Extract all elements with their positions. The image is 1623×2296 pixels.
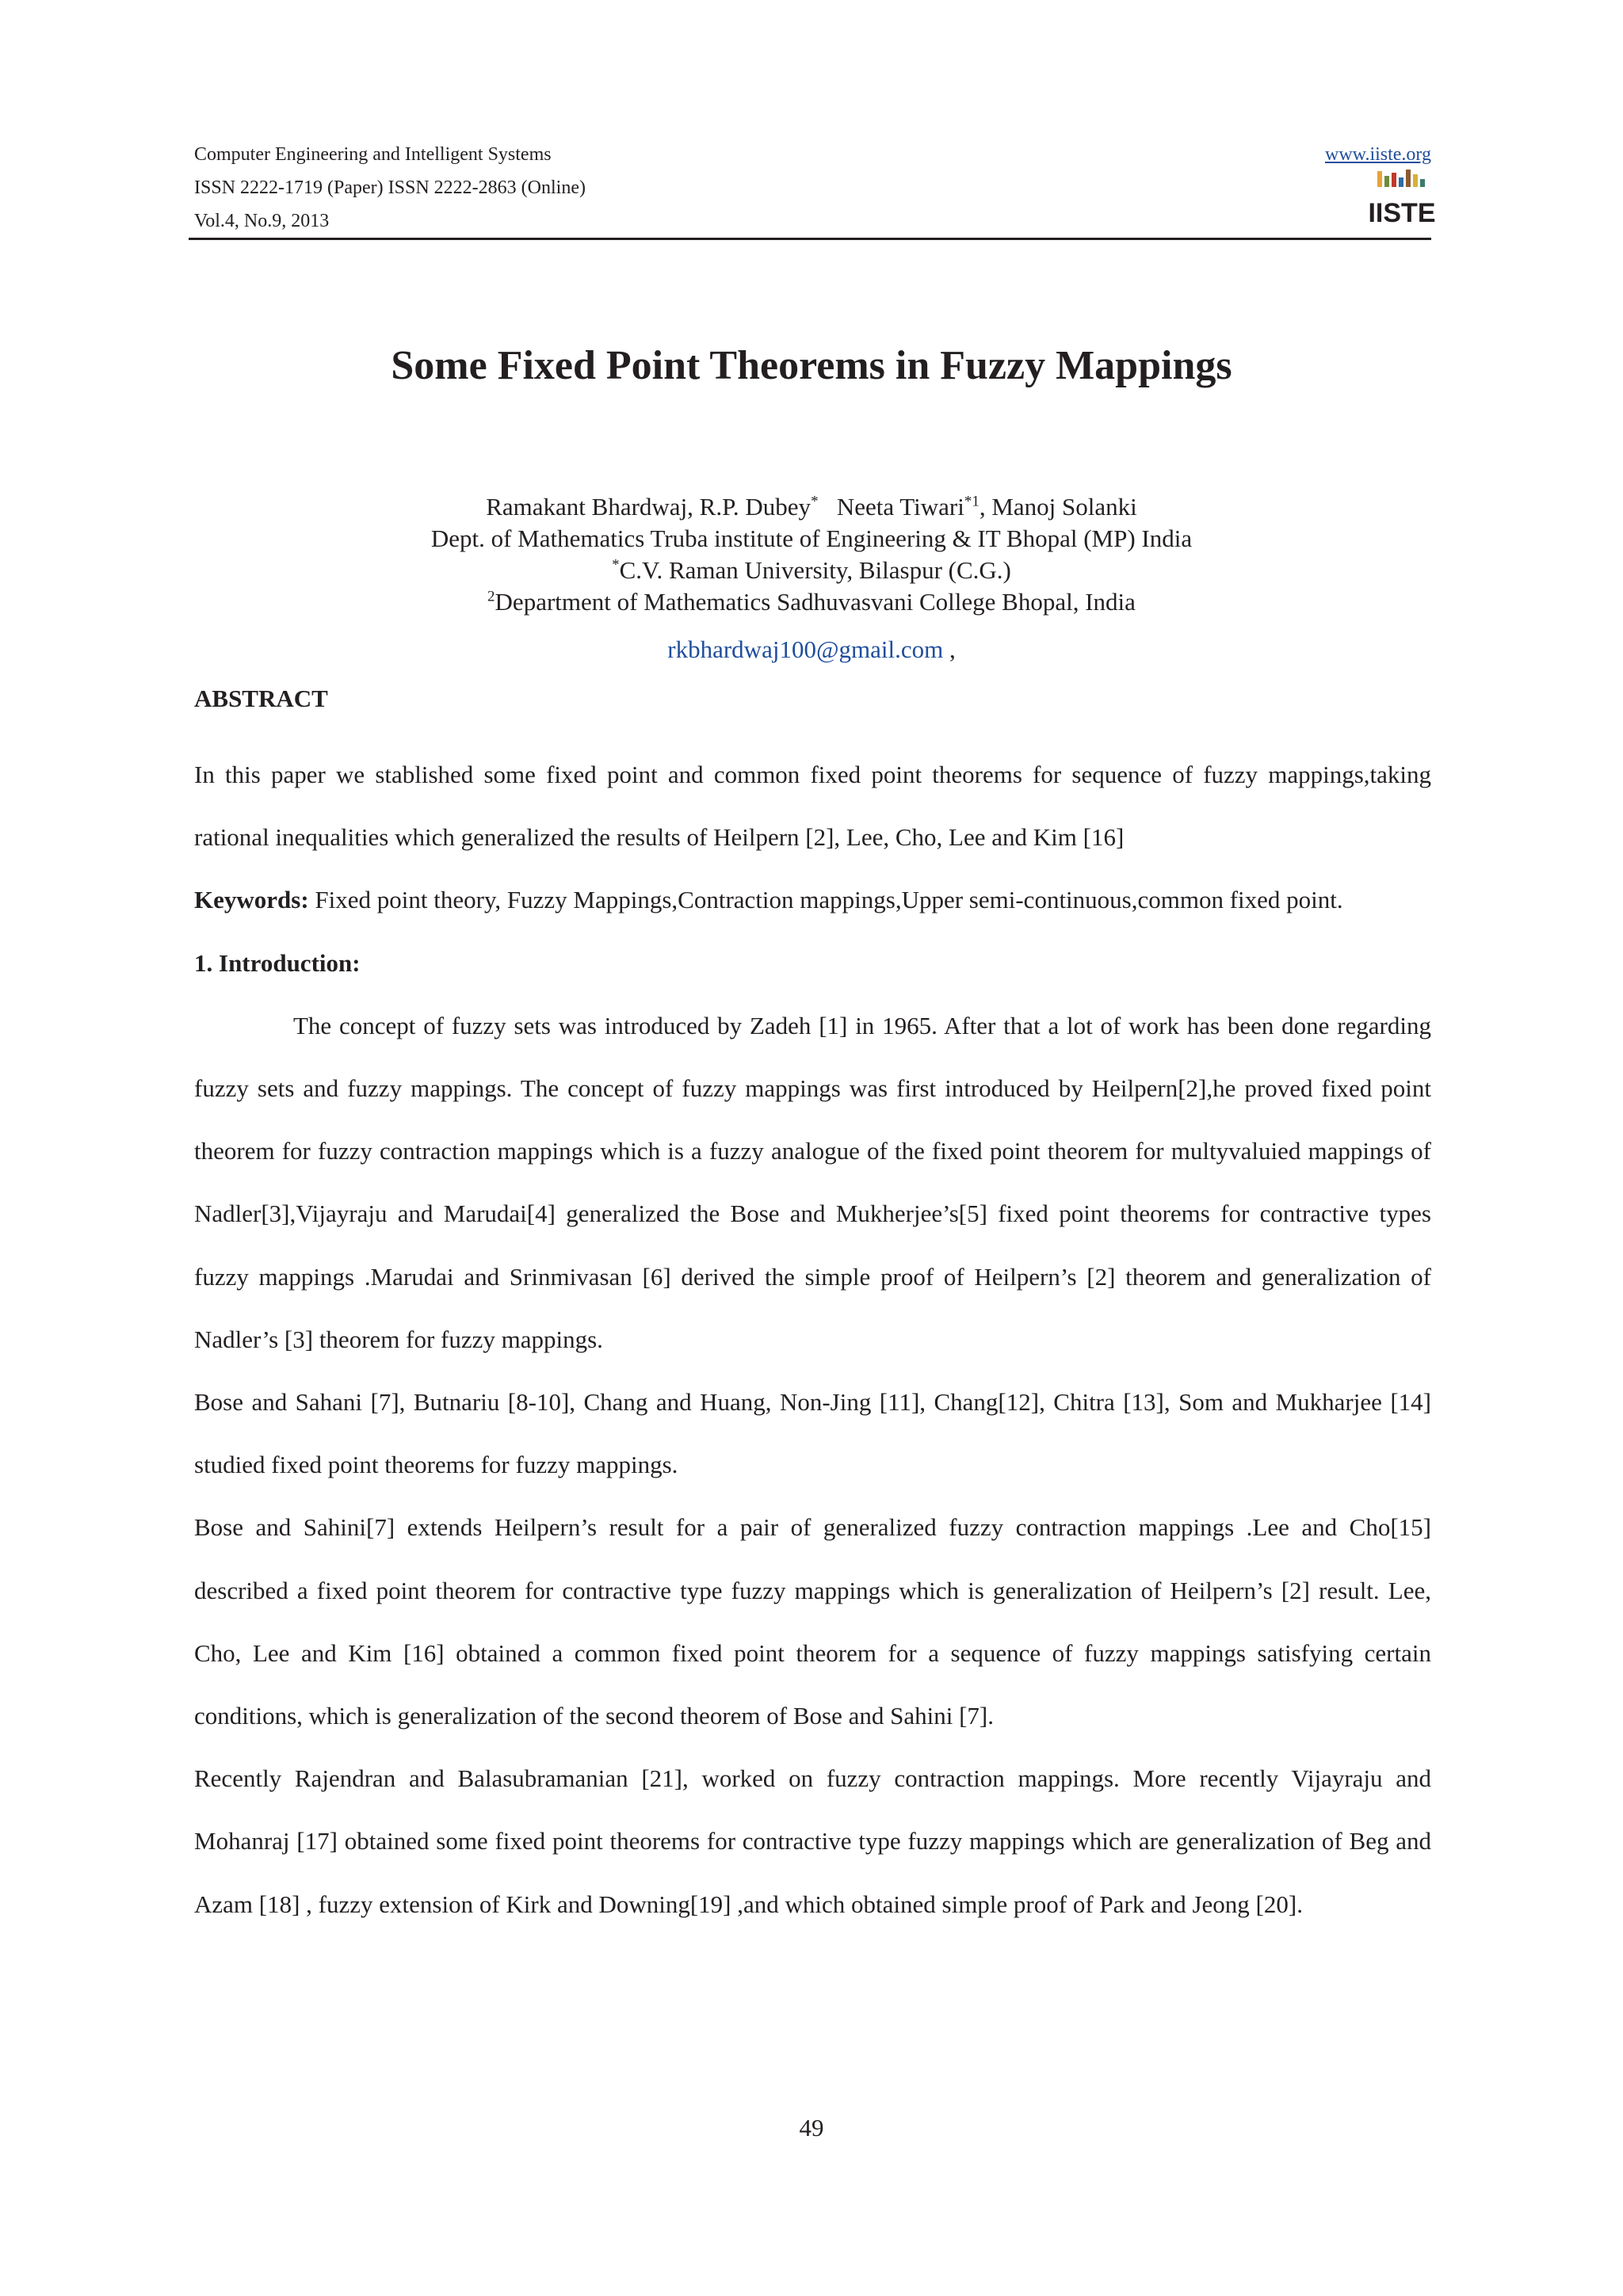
paper-body (194, 743, 1431, 1936)
journal-url-link[interactable]: www.iiste.org (1325, 144, 1431, 165)
author-block (0, 491, 1623, 618)
intro-paragraph: Recently Rajendran and Balasubramanian [21], worked on fuzzy contraction mappings. More recently Vijayraju and Mohanraj [17] obtained some fixed point theorems for contractive type fuzzy mappings which are generalization of Beg and Azam [18] , fuzzy extension of Kirk and Downing[19] ,and which obtained simple proof of Park and Jeong [20]. (194, 1764, 1431, 1918)
keywords-label: Keywords: (194, 886, 309, 914)
journal-header (194, 138, 586, 238)
affiliation-2: *C.V. Raman University, Bilaspur (C.G.) (612, 556, 1011, 584)
page-number: 49 (799, 2114, 824, 2142)
intro-paragraph: Bose and Sahini[7] extends Heilpern’s result for a pair of generalized fuzzy contraction mappings .Lee and Cho[15] described a fixed point theorem for contractive type fuzzy mappings which is generalization of Heilpern’s [2] result. Lee, Cho, Lee and Kim [16] obtained a common fixed point theorem for a sequence of fuzzy mappings satisfying certain conditions, which is generalization of the second theorem of Bose and Sahini [7]. (194, 1513, 1431, 1730)
keywords: Keywords: Fixed point theory, Fuzzy Mappings,Contraction mappings,Upper semi-continuous,common fixed point. (194, 886, 1343, 914)
author-email: rkbhardwaj100@gmail.com , (667, 635, 956, 663)
journal-volume: Vol.4, No.9, 2013 (194, 211, 330, 231)
abstract-text: In this paper we stablished some fixed point and common fixed point theorems for sequence of fuzzy mappings,taking rational inequalities which generalized the results of Heilpern [2], Lee, Cho, Lee and Kim [16] (194, 761, 1431, 852)
intro-paragraph: The concept of fuzzy sets was introduced by Zadeh [1] in 1965. After that a lot of work has been done regarding fuzzy sets and fuzzy mappings. The concept of fuzzy mappings was first introduced by Heilpern[2],he proved fixed point theorem for fuzzy contraction mappings which is a fuzzy analogue of the fixed point theorem for multyvaluied mappings of Nadler[3],Vijayraju and Marudai[4] generalized the Bose and Mukherjee’s[5] fixed point theorems for contractive types fuzzy mappings .Marudai and Srinmivasan [6] derived the simple proof of Heilpern’s [2] theorem and generalization of Nadler’s [3] theorem for fuzzy mappings. (194, 1011, 1431, 1353)
author-names: Ramakant Bhardwaj, R.P. Dubey* Neeta Tiwari$^{*1}$, Manoj Solanki (486, 493, 1137, 521)
journal-issn: ISSN 2222-1719 (Paper) ISSN 2222-2863 (Online) (194, 177, 586, 198)
svg-text:IISTE: IISTE (1368, 198, 1436, 228)
journal-name: Computer Engineering and Intelligent Systems (194, 144, 552, 165)
abstract-heading: ABSTRACT (194, 685, 328, 712)
header-rule (189, 238, 1431, 240)
affiliation-3: $^2$Department of Mathematics Sadhuvasvani College Bhopal, India (487, 588, 1136, 616)
iiste-logo (1368, 170, 1436, 228)
paper-title: Some Fixed Point Theorems in Fuzzy Mappings (391, 343, 1232, 388)
affiliation-1: Dept. of Mathematics Truba institute of Engineering & IT Bhopal (MP) India (430, 524, 1193, 552)
introduction-heading: 1. Introduction: (194, 948, 361, 977)
email-link[interactable]: rkbhardwaj100@gmail.com (667, 635, 944, 663)
intro-paragraph: Bose and Sahani [7], Butnariu [8-10], Chang and Huang, Non-Jing [11], Chang[12], Chitra [13], Som and Mukharjee [14] studied fixed point theorems for fuzzy mappings. (194, 1388, 1431, 1479)
